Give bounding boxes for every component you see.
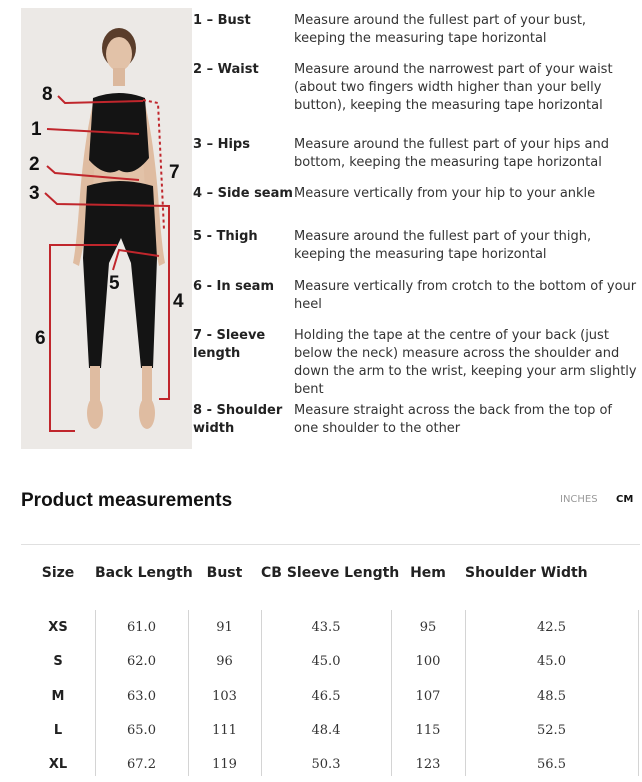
column-header-bust: Bust [206, 565, 243, 581]
table-row [21, 645, 640, 679]
section-divider [21, 544, 640, 545]
cell-back-length: 62.0 [127, 654, 156, 669]
cell-shoulder-width: 45.0 [537, 654, 566, 669]
column-header-cb-sleeve-length: CB Sleeve Length [261, 565, 400, 581]
figure-number-5: 5 [109, 273, 120, 294]
cell-size: S [53, 654, 63, 669]
guide-description: Measure around the fullest part of your hips and bottom, keeping the measuring tape horizontal [294, 137, 610, 170]
cell-cb-sleeve-length: 48.4 [311, 723, 341, 738]
figure-number-6: 6 [35, 328, 46, 349]
cell-size: L [53, 723, 63, 738]
cell-hem: 115 [415, 723, 441, 738]
cell-bust: 111 [212, 723, 237, 738]
guide-description: Measure around the fullest part of your thigh, keeping the measuring tape horizontal [294, 229, 592, 262]
cell-shoulder-width: 56.5 [537, 757, 566, 772]
guide-label: 3 – Hips [193, 137, 250, 152]
cell-size: XS [48, 620, 68, 635]
guide-label: 1 – Bust [193, 13, 251, 28]
cell-size: XL [48, 757, 68, 772]
guide-description: Measure straight across the back from the top of one shoulder to the other [294, 403, 613, 436]
cell-cb-sleeve-length: 46.5 [311, 689, 341, 704]
guide-description: Measure vertically from crotch to the bottom of your heel [294, 279, 637, 312]
unit-toggle-cm[interactable]: CM [616, 494, 634, 505]
cell-shoulder-width: 52.5 [537, 723, 566, 738]
guide-label: 8 - Shoulder width [193, 403, 283, 436]
column-header-shoulder-width: Shoulder Width [465, 565, 588, 581]
cell-bust: 119 [212, 757, 237, 772]
table-row [21, 748, 640, 782]
product-measurements-title: Product measurements [21, 490, 233, 511]
cell-back-length: 67.2 [127, 757, 156, 772]
guide-description: Holding the tape at the centre of your back (just below the neck) measure across the shoulder and down the arm to the wrist, keeping your arm slightly bent [294, 328, 637, 397]
cell-bust: 91 [216, 620, 233, 635]
unit-toggle-inches[interactable]: INCHES [560, 494, 598, 505]
cell-shoulder-width: 42.5 [537, 620, 566, 635]
figure-number-4: 4 [173, 291, 184, 312]
cell-size: M [51, 689, 65, 704]
table-row [21, 611, 640, 645]
cell-hem: 107 [415, 689, 441, 704]
column-header-back-length: Back Length [95, 565, 193, 581]
guide-label: 5 - Thigh [193, 229, 258, 244]
guide-label: 6 - In seam [193, 279, 274, 294]
cell-bust: 103 [212, 689, 237, 704]
model-illustration [21, 8, 192, 449]
guide-description: Measure vertically from your hip to your ankle [294, 186, 596, 201]
figure-number-8: 8 [42, 84, 53, 105]
figure-number-2: 2 [29, 154, 40, 175]
table-row [21, 680, 640, 714]
cell-hem: 123 [415, 757, 441, 772]
guide-label: 7 - Sleeve length [193, 328, 266, 361]
cell-shoulder-width: 48.5 [537, 689, 566, 704]
cell-cb-sleeve-length: 45.0 [311, 654, 341, 669]
cell-hem: 95 [419, 620, 437, 635]
guide-label: 4 – Side seam [193, 186, 293, 201]
column-header-size: Size [41, 565, 75, 581]
figure-number-3: 3 [29, 183, 40, 204]
figure-number-7: 7 [169, 162, 180, 183]
guide-description: Measure around the narrowest part of your waist (about two fingers width higher than your belly button), keeping the measuring tape horizontal [294, 62, 613, 113]
measurement-figure [21, 8, 192, 449]
guide-label: 2 – Waist [193, 62, 259, 77]
cell-back-length: 63.0 [127, 689, 156, 704]
cell-cb-sleeve-length: 43.5 [311, 620, 341, 635]
cell-hem: 100 [415, 654, 441, 669]
guide-description: Measure around the fullest part of your bust, keeping the measuring tape horizontal [294, 13, 587, 46]
cell-cb-sleeve-length: 50.3 [311, 757, 341, 772]
cell-bust: 96 [216, 654, 233, 669]
cell-back-length: 65.0 [127, 723, 156, 738]
table-row [21, 714, 640, 748]
column-header-hem: Hem [410, 565, 446, 581]
figure-number-1: 1 [31, 119, 42, 140]
cell-back-length: 61.0 [127, 620, 156, 635]
